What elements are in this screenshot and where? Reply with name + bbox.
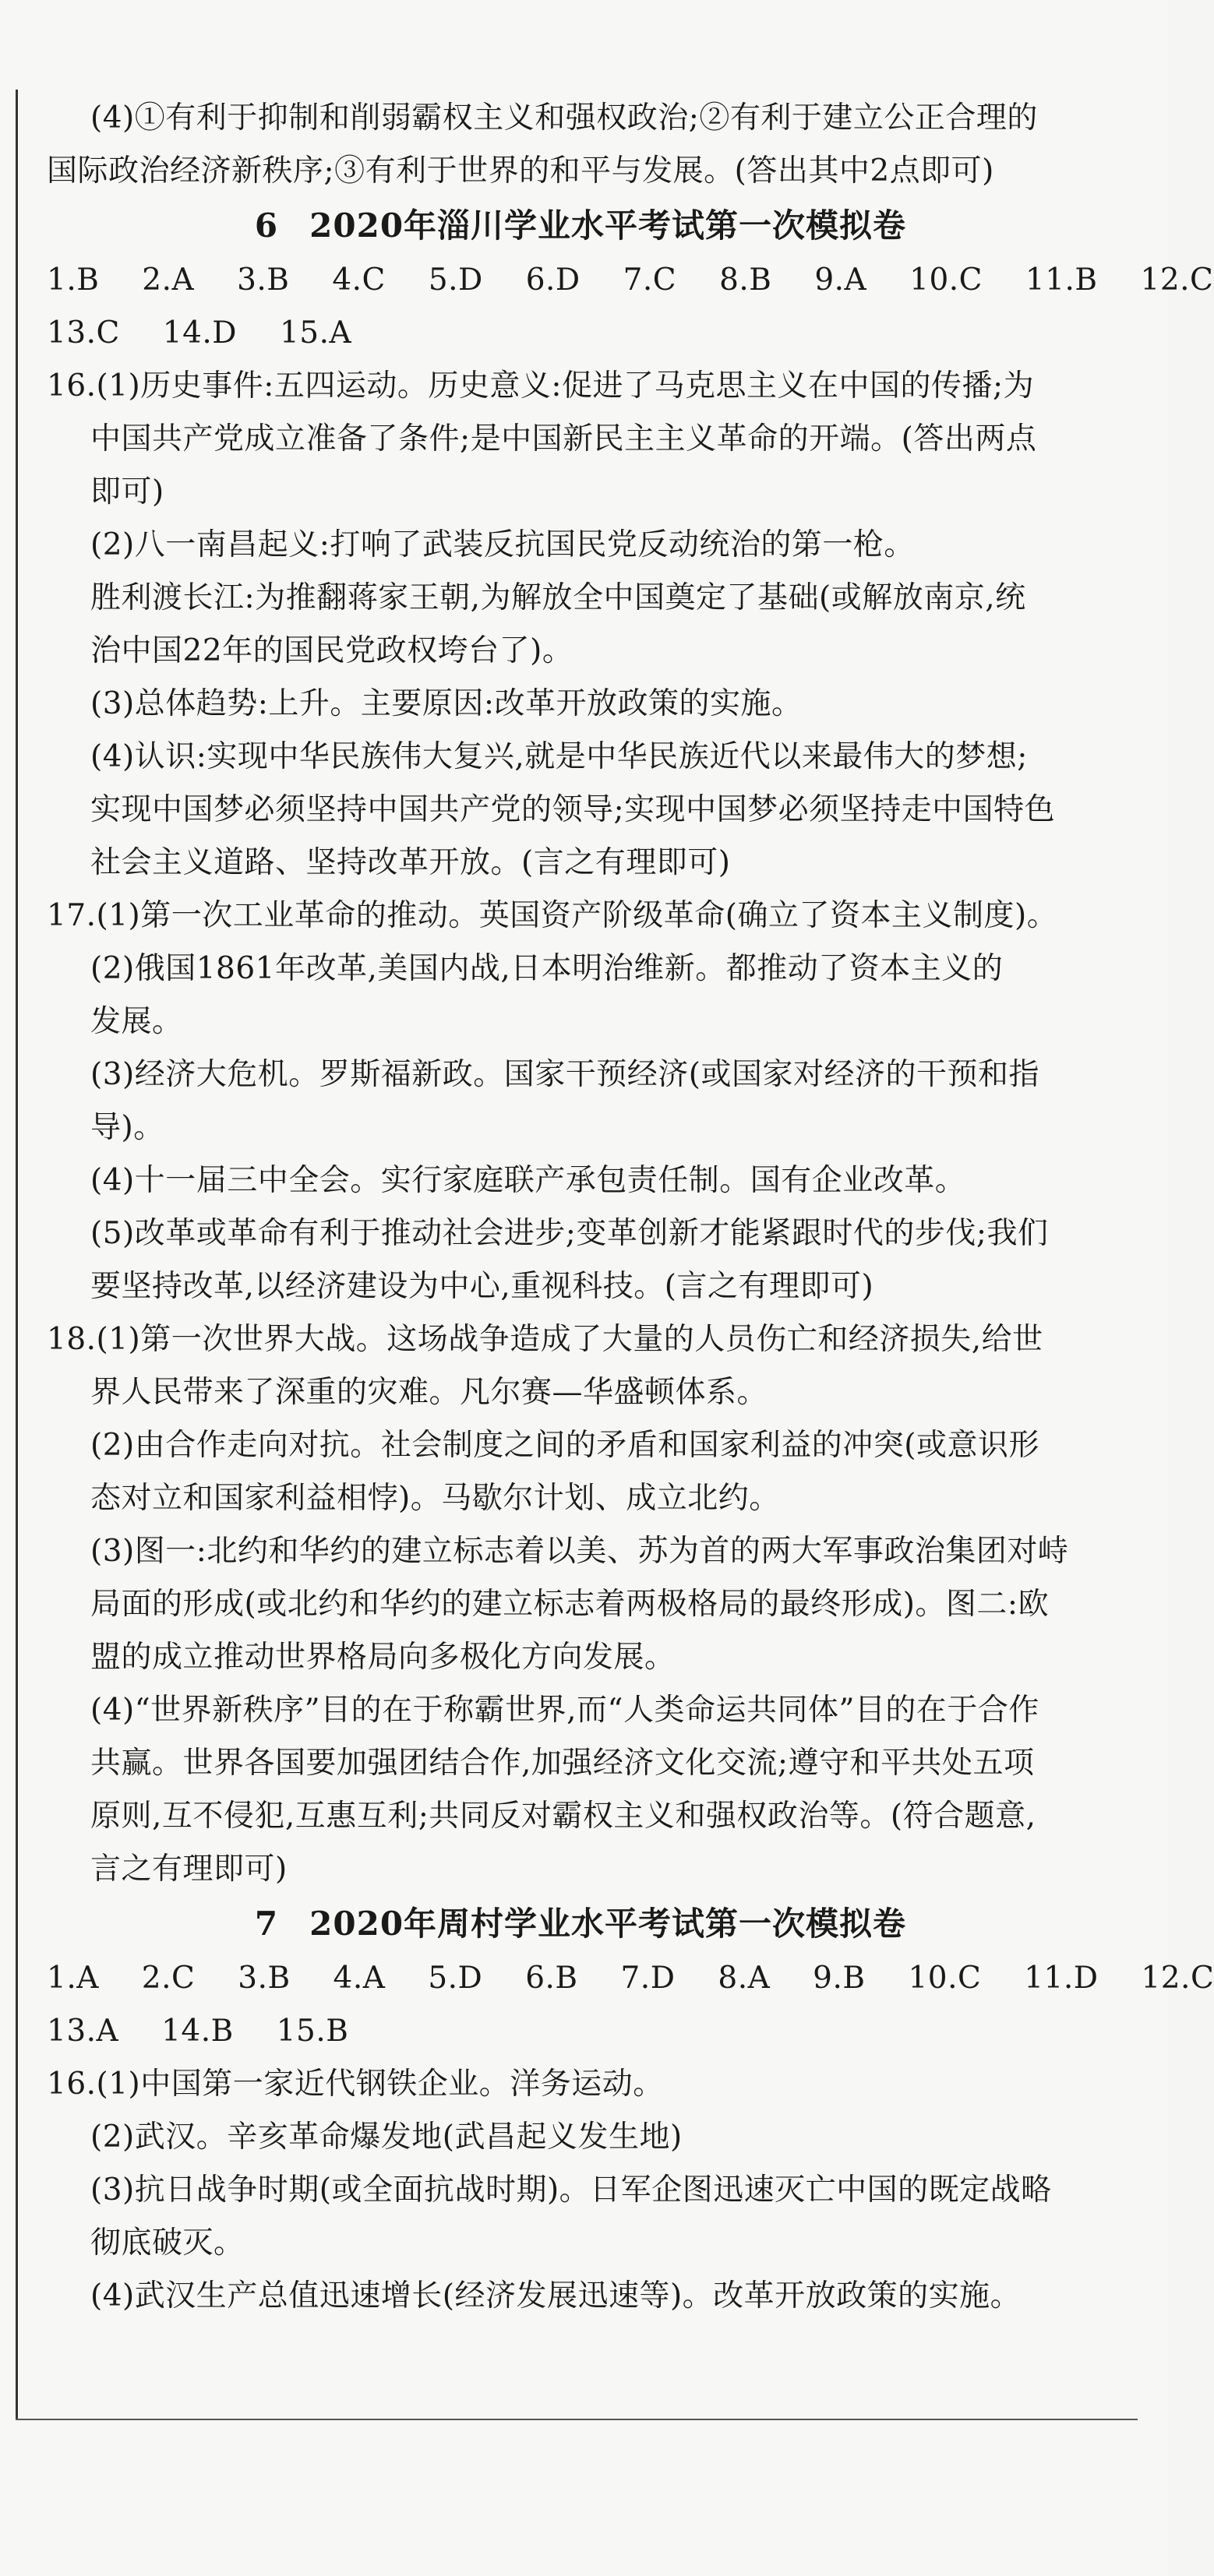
text-line: (3)总体趋势:上升。主要原因:改革开放政策的实施。 bbox=[90, 686, 803, 721]
choice-answer: 14.D bbox=[162, 315, 238, 351]
section-title: 2020年周村学业水平考试第一次模拟卷 bbox=[309, 1905, 907, 1943]
choice-answer: 9.B bbox=[813, 1961, 866, 1996]
left-margin-rule bbox=[16, 90, 18, 2419]
choice-answer: 15.A bbox=[279, 315, 352, 351]
choice-answers-row bbox=[47, 1952, 1214, 2005]
text-line: (4)“世界新秩序”目的在于称霸世界,而“人类命运共同体”目的在于合作 bbox=[90, 1693, 1039, 1728]
choice-answer: 1.A bbox=[47, 1961, 99, 1996]
answer-content bbox=[47, 92, 1214, 2323]
text-line: 即可) bbox=[90, 474, 164, 509]
text-line: (4)认识:实现中华民族伟大复兴,就是中华民族近代以来最伟大的梦想; bbox=[90, 739, 1028, 774]
choice-answer: 6.D bbox=[525, 263, 581, 298]
text-line: (2)武汉。辛亥革命爆发地(武昌起义发生地) bbox=[90, 2120, 683, 2155]
text-line: 态对立和国家利益相悖)。马歇尔计划、成立北约。 bbox=[90, 1481, 780, 1516]
text-line: 实现中国梦必须坚持中国共产党的领导;实现中国梦必须坚持走中国特色 bbox=[90, 792, 1056, 827]
choice-answer: 11.D bbox=[1024, 1961, 1099, 1996]
choice-answer: 4.C bbox=[332, 263, 386, 298]
section-heading bbox=[47, 198, 1114, 254]
choice-answer: 10.C bbox=[908, 1961, 982, 1996]
text-line: 18.(1)第一次世界大战。这场战争造成了大量的人员伤亡和经济损失,给世 bbox=[47, 1322, 1043, 1357]
choice-answer: 11.B bbox=[1025, 263, 1098, 298]
text-line: (5)改革或革命有利于推动社会进步;变革创新才能紧跟时代的步伐;我们 bbox=[90, 1216, 1049, 1251]
choice-answer: 2.C bbox=[141, 1961, 196, 1996]
choice-answers-row bbox=[47, 2005, 1114, 2058]
choice-answer: 15.B bbox=[276, 2014, 349, 2049]
choice-answer: 5.D bbox=[428, 263, 483, 298]
choice-answer: 4.A bbox=[333, 1961, 386, 1996]
text-line: 16.(1)中国第一家近代钢铁企业。洋务运动。 bbox=[47, 2067, 664, 2102]
text-line: 局面的形成(或北约和华约的建立标志着两极格局的最终形成)。图二:欧 bbox=[90, 1587, 1050, 1622]
text-line: (2)由合作走向对抗。社会制度之间的矛盾和国家利益的冲突(或意识形 bbox=[90, 1428, 1039, 1463]
text-line: 16.(1)历史事件:五四运动。历史意义:促进了马克思主义在中国的传播;为 bbox=[47, 368, 1035, 403]
choice-answer: 3.B bbox=[238, 1961, 291, 1996]
section-heading bbox=[47, 1896, 1114, 1952]
text-line: (4)武汉生产总值迅速增长(经济发展迅速等)。改革开放政策的实施。 bbox=[90, 2278, 1022, 2313]
choice-answer: 7.C bbox=[623, 263, 677, 298]
text-line: 中国共产党成立准备了条件;是中国新民主主义革命的开端。(答出两点 bbox=[90, 421, 1037, 456]
text-line: 社会主义道路、坚持改革开放。(言之有理即可) bbox=[90, 845, 731, 880]
choice-answer: 5.D bbox=[428, 1961, 483, 1996]
choice-answer: 13.C bbox=[47, 315, 120, 351]
section-number: 7 bbox=[254, 1905, 279, 1943]
text-line: 胜利渡长江:为推翻蒋家王朝,为解放全中国奠定了基础(或解放南京,统 bbox=[90, 580, 1026, 615]
section-number: 6 bbox=[254, 206, 279, 245]
text-line: 国际政治经济新秩序;③有利于世界的和平与发展。(答出其中2点即可) bbox=[47, 153, 994, 189]
text-line: 共赢。世界各国要加强团结合作,加强经济文化交流;遵守和平共处五项 bbox=[90, 1746, 1035, 1781]
text-line: 治中国22年的国民党政权垮台了)。 bbox=[90, 633, 573, 668]
choice-answer: 8.B bbox=[719, 263, 772, 298]
choice-answer: 14.B bbox=[161, 2014, 234, 2049]
text-line: 要坚持改革,以经济建设为中心,重视科技。(言之有理即可) bbox=[90, 1269, 874, 1304]
text-line: 彻底破灭。 bbox=[90, 2225, 245, 2261]
choice-answers-row bbox=[47, 254, 1214, 307]
choice-answer: 10.C bbox=[909, 263, 983, 298]
choice-answer: 1.B bbox=[47, 263, 100, 298]
choice-answer: 13.A bbox=[47, 2014, 119, 2049]
bottom-rule bbox=[16, 2419, 1138, 2420]
choice-answer: 12.C bbox=[1141, 1961, 1214, 1996]
text-line: 17.(1)第一次工业革命的推动。英国资产阶级革命(确立了资本主义制度)。 bbox=[47, 898, 1058, 933]
choice-answer: 12.C bbox=[1140, 263, 1214, 298]
text-line: 界人民带来了深重的灾难。凡尔赛—华盛顿体系。 bbox=[90, 1375, 768, 1410]
text-line: 导)。 bbox=[90, 1110, 164, 1145]
choice-answer: 3.B bbox=[237, 263, 290, 298]
text-line: (3)图一:北约和华约的建立标志着以美、苏为首的两大军事政治集团对峙 bbox=[90, 1534, 1069, 1569]
text-line: (3)经济大危机。罗斯福新政。国家干预经济(或国家对经济的干预和指 bbox=[90, 1057, 1039, 1092]
choice-answer: 2.A bbox=[142, 263, 195, 298]
text-line: 盟的成立推动世界格局向多极化方向发展。 bbox=[90, 1640, 676, 1675]
text-line: 发展。 bbox=[90, 1004, 183, 1039]
choice-answer: 9.A bbox=[814, 263, 867, 298]
choice-answer: 8.A bbox=[718, 1961, 771, 1996]
text-line: 原则,互不侵犯,互惠互利;共同反对霸权主义和强权政治等。(符合题意, bbox=[90, 1799, 1036, 1834]
choice-answer: 6.B bbox=[525, 1961, 578, 1996]
text-line: 言之有理即可) bbox=[90, 1852, 288, 1887]
choice-answers-row bbox=[47, 307, 1114, 360]
section-title: 2020年淄川学业水平考试第一次模拟卷 bbox=[309, 206, 907, 245]
text-line: (2)俄国1861年改革,美国内战,日本明治维新。都推动了资本主义的 bbox=[90, 951, 1004, 986]
text-line: (2)八一南昌起义:打响了武装反抗国民党反动统治的第一枪。 bbox=[90, 527, 915, 562]
text-line: (3)抗日战争时期(或全面抗战时期)。日军企图迅速灭亡中国的既定战略 bbox=[90, 2173, 1052, 2208]
text-line: (4)①有利于抑制和削弱霸权主义和强权政治;②有利于建立公正合理的 bbox=[90, 100, 1038, 136]
choice-answer: 7.D bbox=[620, 1961, 676, 1996]
text-line: (4)十一届三中全会。实行家庭联产承包责任制。国有企业改革。 bbox=[90, 1163, 966, 1198]
